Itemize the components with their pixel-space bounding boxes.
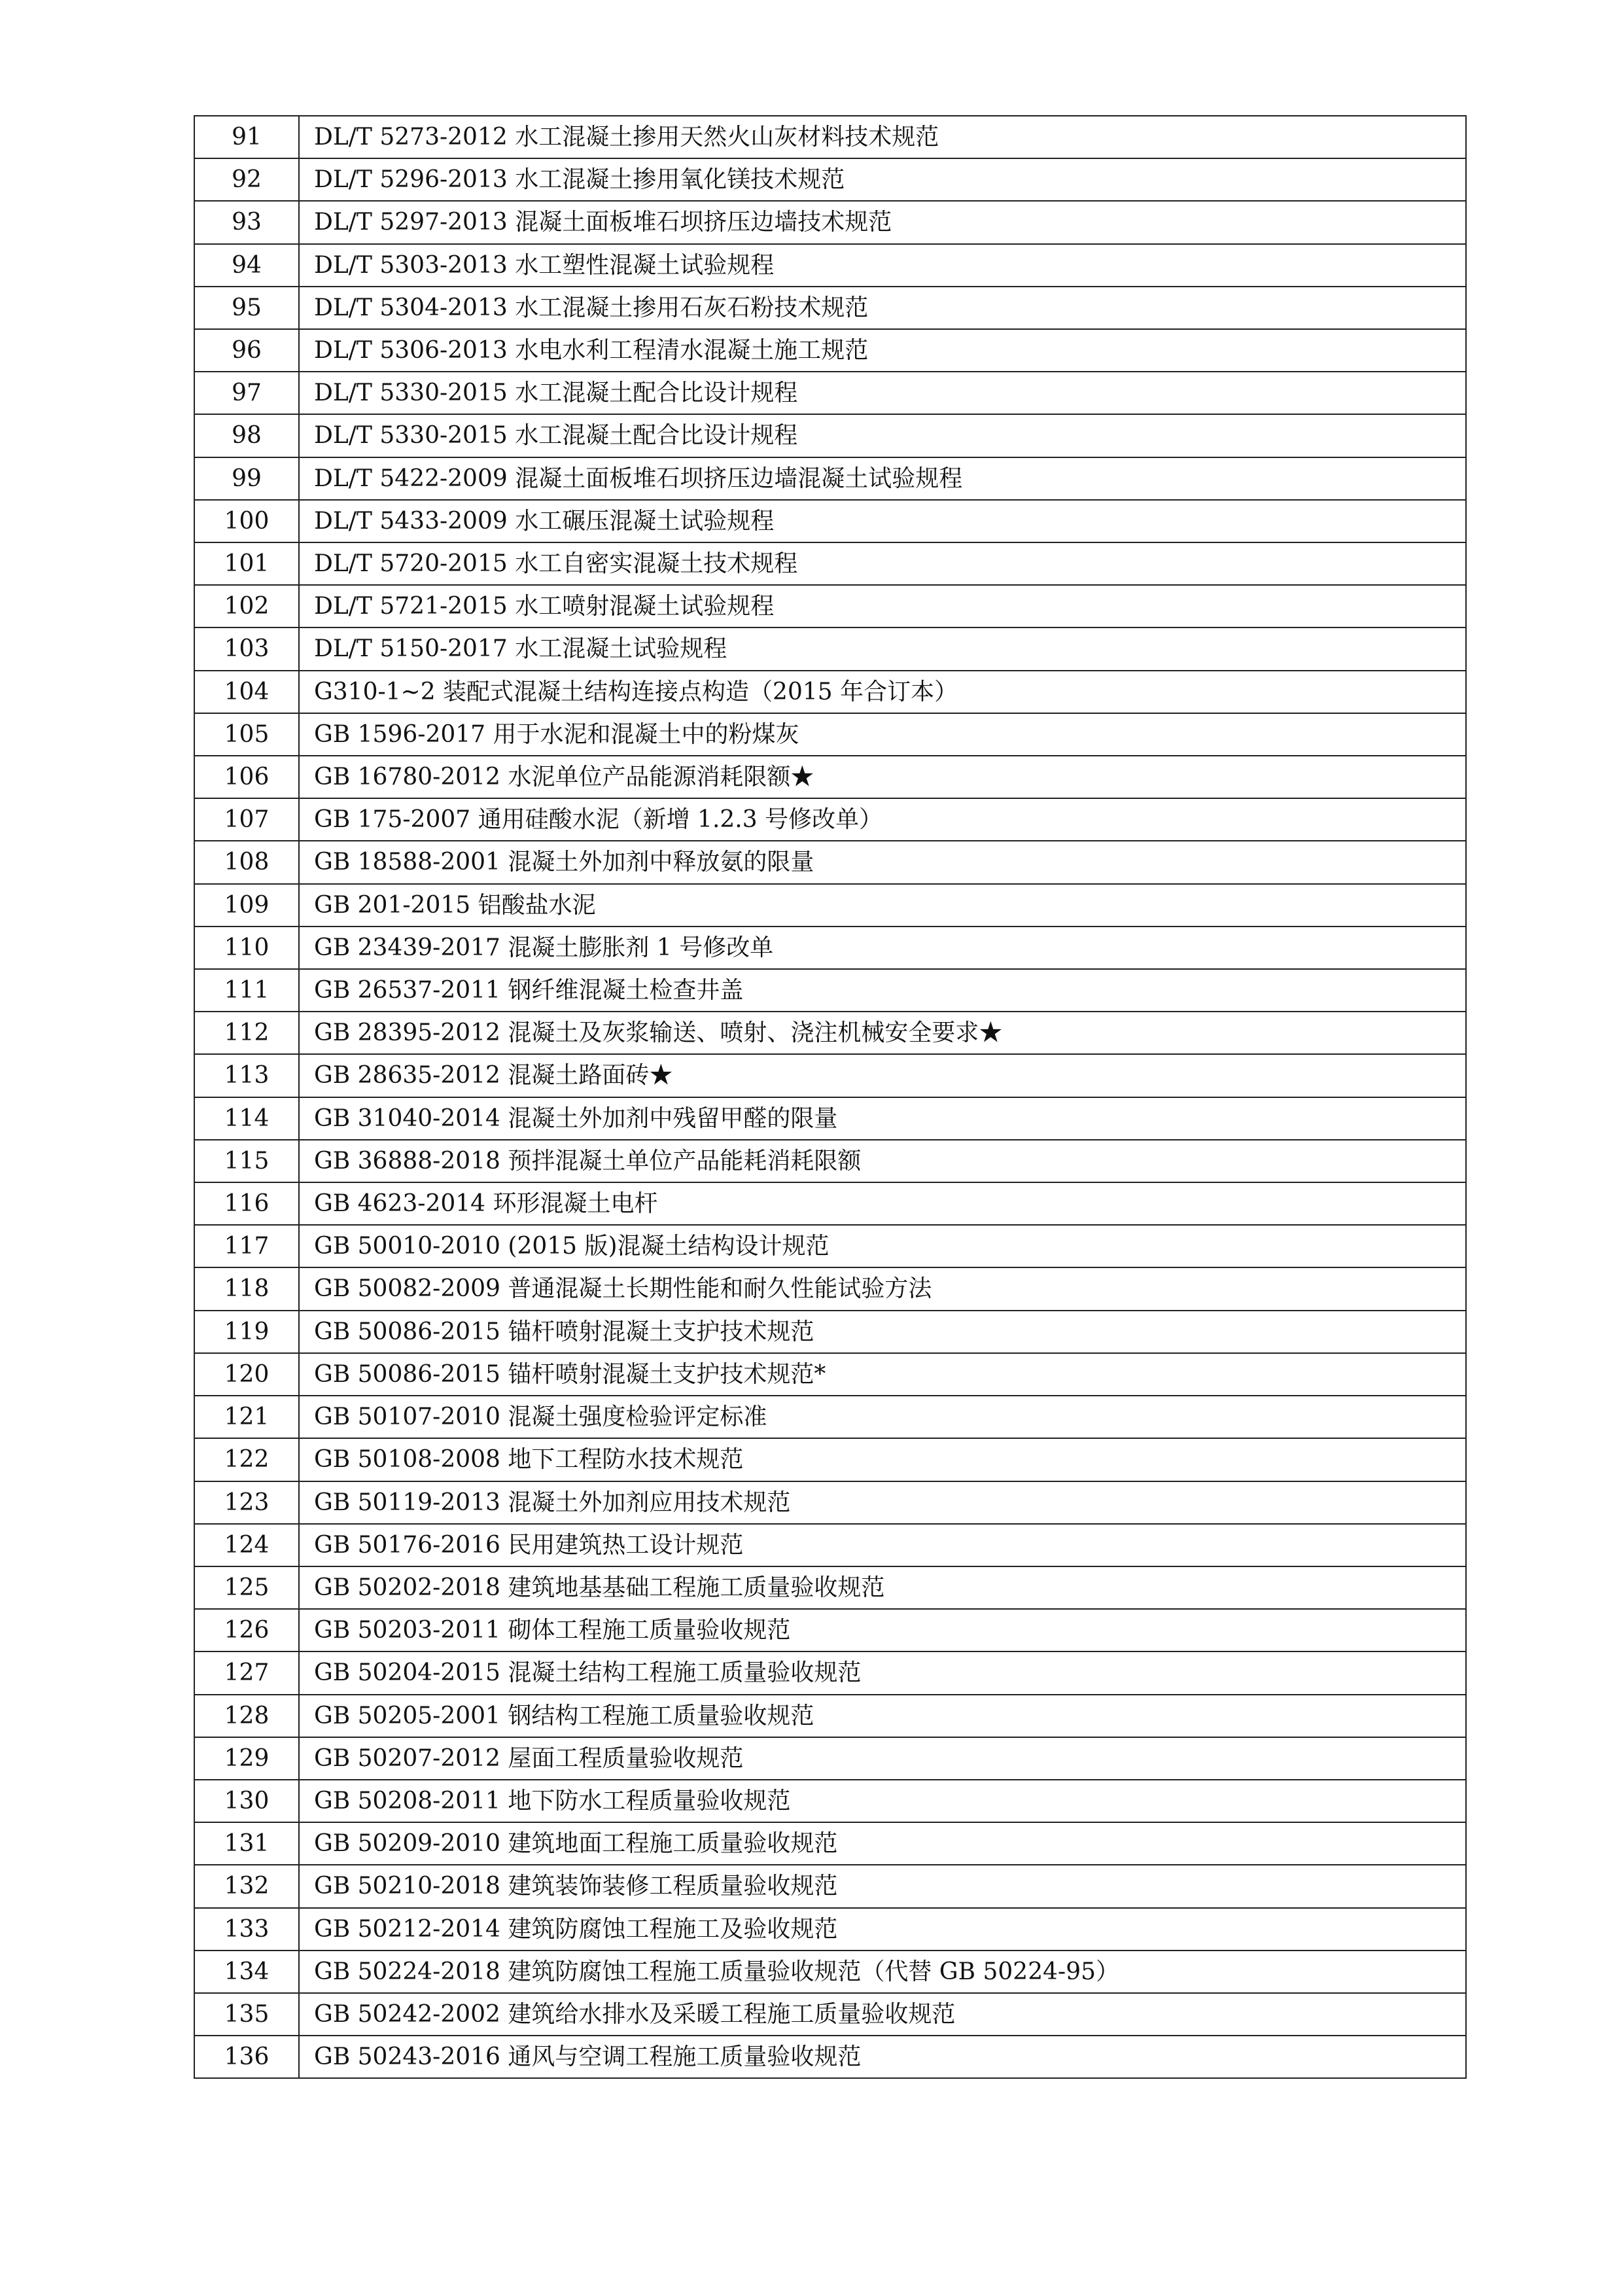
table-row (194, 1609, 1466, 1651)
table-row (194, 500, 1466, 542)
standard-title: DL/T 5303-2013 水工塑性混凝土试验规程 (299, 244, 1466, 287)
standard-title: DL/T 5304-2013 水工混凝土掺用石灰石粉技术规范 (299, 287, 1466, 329)
standard-title: GB 28635-2012 混凝土路面砖★ (299, 1054, 1466, 1097)
table-row (194, 1140, 1466, 1182)
row-number: 120 (194, 1353, 299, 1396)
table-row (194, 756, 1466, 798)
row-number: 103 (194, 627, 299, 670)
row-number: 100 (194, 500, 299, 542)
table-row (194, 1737, 1466, 1780)
table-row (194, 287, 1466, 329)
table-row (194, 1225, 1466, 1267)
table-row (194, 201, 1466, 243)
row-number: 119 (194, 1311, 299, 1353)
row-number: 105 (194, 713, 299, 756)
standard-title: DL/T 5150-2017 水工混凝土试验规程 (299, 627, 1466, 670)
row-number: 110 (194, 927, 299, 969)
table-row (194, 713, 1466, 756)
table-row (194, 1865, 1466, 1907)
standard-title: GB 175-2007 通用硅酸水泥（新增 1.2.3 号修改单） (299, 798, 1466, 841)
standard-title: GB 50243-2016 通风与空调工程施工质量验收规范 (299, 2036, 1466, 2078)
table-row (194, 1780, 1466, 1822)
standard-title: GB 50205-2001 钢结构工程施工质量验收规范 (299, 1695, 1466, 1737)
table-row (194, 671, 1466, 713)
table-row (194, 585, 1466, 627)
row-number: 133 (194, 1908, 299, 1951)
table-row (194, 969, 1466, 1012)
table-row (194, 841, 1466, 883)
standard-title: GB 50242-2002 建筑给水排水及采暖工程施工质量验收规范 (299, 1993, 1466, 2036)
standard-title: GB 201-2015 铝酸盐水泥 (299, 884, 1466, 927)
table-row (194, 2036, 1466, 2078)
standard-title: G310-1~2 装配式混凝土结构连接点构造（2015 年合订本） (299, 671, 1466, 713)
table-row (194, 542, 1466, 585)
row-number: 112 (194, 1012, 299, 1054)
standards-table (194, 115, 1467, 2079)
table-row (194, 1182, 1466, 1225)
standard-title: GB 50107-2010 混凝土强度检验评定标准 (299, 1396, 1466, 1438)
standard-title: GB 50210-2018 建筑装饰装修工程质量验收规范 (299, 1865, 1466, 1907)
row-number: 115 (194, 1140, 299, 1182)
table-row (194, 798, 1466, 841)
standard-title: GB 50010-2010 (2015 版)混凝土结构设计规范 (299, 1225, 1466, 1267)
table-row (194, 1566, 1466, 1609)
row-number: 116 (194, 1182, 299, 1225)
row-number: 118 (194, 1267, 299, 1310)
standard-title: DL/T 5296-2013 水工混凝土掺用氧化镁技术规范 (299, 158, 1466, 201)
standard-title: GB 50212-2014 建筑防腐蚀工程施工及验收规范 (299, 1908, 1466, 1951)
standard-title: GB 50202-2018 建筑地基基础工程施工质量验收规范 (299, 1566, 1466, 1609)
table-row (194, 1438, 1466, 1481)
table-row (194, 116, 1466, 158)
row-number: 134 (194, 1951, 299, 1993)
row-number: 111 (194, 969, 299, 1012)
table-row (194, 1695, 1466, 1737)
row-number: 136 (194, 2036, 299, 2078)
standard-title: GB 23439-2017 混凝土膨胀剂 1 号修改单 (299, 927, 1466, 969)
table-row (194, 1908, 1466, 1951)
row-number: 113 (194, 1054, 299, 1097)
standard-title: GB 50207-2012 屋面工程质量验收规范 (299, 1737, 1466, 1780)
table-row (194, 1054, 1466, 1097)
standard-title: GB 18588-2001 混凝土外加剂中释放氨的限量 (299, 841, 1466, 883)
row-number: 109 (194, 884, 299, 927)
row-number: 114 (194, 1097, 299, 1140)
row-number: 104 (194, 671, 299, 713)
standard-title: GB 50209-2010 建筑地面工程施工质量验收规范 (299, 1822, 1466, 1865)
row-number: 101 (194, 542, 299, 585)
table-row (194, 1651, 1466, 1694)
row-number: 107 (194, 798, 299, 841)
table-row (194, 158, 1466, 201)
table-row (194, 414, 1466, 457)
table-row (194, 1097, 1466, 1140)
row-number: 98 (194, 414, 299, 457)
row-number: 92 (194, 158, 299, 201)
row-number: 122 (194, 1438, 299, 1481)
standard-title: DL/T 5422-2009 混凝土面板堆石坝挤压边墙混凝土试验规程 (299, 457, 1466, 500)
standard-title: GB 50176-2016 民用建筑热工设计规范 (299, 1524, 1466, 1566)
row-number: 95 (194, 287, 299, 329)
standard-title: GB 31040-2014 混凝土外加剂中残留甲醛的限量 (299, 1097, 1466, 1140)
standard-title: GB 50204-2015 混凝土结构工程施工质量验收规范 (299, 1651, 1466, 1694)
table-row (194, 927, 1466, 969)
row-number: 135 (194, 1993, 299, 2036)
standard-title: DL/T 5330-2015 水工混凝土配合比设计规程 (299, 372, 1466, 414)
row-number: 126 (194, 1609, 299, 1651)
row-number: 106 (194, 756, 299, 798)
standard-title: DL/T 5330-2015 水工混凝土配合比设计规程 (299, 414, 1466, 457)
standard-title: GB 1596-2017 用于水泥和混凝土中的粉煤灰 (299, 713, 1466, 756)
row-number: 96 (194, 329, 299, 372)
row-number: 132 (194, 1865, 299, 1907)
table-row (194, 1951, 1466, 1993)
row-number: 127 (194, 1651, 299, 1694)
standard-title: GB 36888-2018 预拌混凝土单位产品能耗消耗限额 (299, 1140, 1466, 1182)
row-number: 108 (194, 841, 299, 883)
standard-title: DL/T 5433-2009 水工碾压混凝土试验规程 (299, 500, 1466, 542)
standard-title: GB 50086-2015 锚杆喷射混凝土支护技术规范 (299, 1311, 1466, 1353)
standard-title: GB 50108-2008 地下工程防水技术规范 (299, 1438, 1466, 1481)
row-number: 102 (194, 585, 299, 627)
standard-title: DL/T 5721-2015 水工喷射混凝土试验规程 (299, 585, 1466, 627)
table-row (194, 1524, 1466, 1566)
table-row (194, 1993, 1466, 2036)
table-row (194, 1353, 1466, 1396)
table-row (194, 244, 1466, 287)
table-row (194, 1822, 1466, 1865)
row-number: 91 (194, 116, 299, 158)
table-row (194, 1396, 1466, 1438)
standard-title: DL/T 5297-2013 混凝土面板堆石坝挤压边墙技术规范 (299, 201, 1466, 243)
row-number: 129 (194, 1737, 299, 1780)
standard-title: GB 50203-2011 砌体工程施工质量验收规范 (299, 1609, 1466, 1651)
row-number: 124 (194, 1524, 299, 1566)
standard-title: DL/T 5273-2012 水工混凝土掺用天然火山灰材料技术规范 (299, 116, 1466, 158)
standard-title: GB 50224-2018 建筑防腐蚀工程施工质量验收规范（代替 GB 50224-95） (299, 1951, 1466, 1993)
table-row (194, 372, 1466, 414)
table-row (194, 329, 1466, 372)
table-row (194, 457, 1466, 500)
standard-title: DL/T 5720-2015 水工自密实混凝土技术规程 (299, 542, 1466, 585)
row-number: 97 (194, 372, 299, 414)
standard-title: GB 26537-2011 钢纤维混凝土检查井盖 (299, 969, 1466, 1012)
standard-title: GB 28395-2012 混凝土及灰浆输送、喷射、浇注机械安全要求★ (299, 1012, 1466, 1054)
row-number: 125 (194, 1566, 299, 1609)
row-number: 99 (194, 457, 299, 500)
standards-table-body (194, 116, 1466, 2078)
row-number: 130 (194, 1780, 299, 1822)
table-row (194, 1311, 1466, 1353)
row-number: 94 (194, 244, 299, 287)
standard-title: GB 50086-2015 锚杆喷射混凝土支护技术规范* (299, 1353, 1466, 1396)
standard-title: GB 4623-2014 环形混凝土电杆 (299, 1182, 1466, 1225)
standard-title: GB 50082-2009 普通混凝土长期性能和耐久性能试验方法 (299, 1267, 1466, 1310)
row-number: 117 (194, 1225, 299, 1267)
standard-title: GB 50119-2013 混凝土外加剂应用技术规范 (299, 1481, 1466, 1524)
standard-title: DL/T 5306-2013 水电水利工程清水混凝土施工规范 (299, 329, 1466, 372)
row-number: 123 (194, 1481, 299, 1524)
row-number: 121 (194, 1396, 299, 1438)
row-number: 128 (194, 1695, 299, 1737)
table-row (194, 1481, 1466, 1524)
row-number: 131 (194, 1822, 299, 1865)
table-row (194, 1012, 1466, 1054)
standard-title: GB 16780-2012 水泥单位产品能源消耗限额★ (299, 756, 1466, 798)
table-row (194, 1267, 1466, 1310)
table-row (194, 884, 1466, 927)
standard-title: GB 50208-2011 地下防水工程质量验收规范 (299, 1780, 1466, 1822)
table-row (194, 627, 1466, 670)
row-number: 93 (194, 201, 299, 243)
